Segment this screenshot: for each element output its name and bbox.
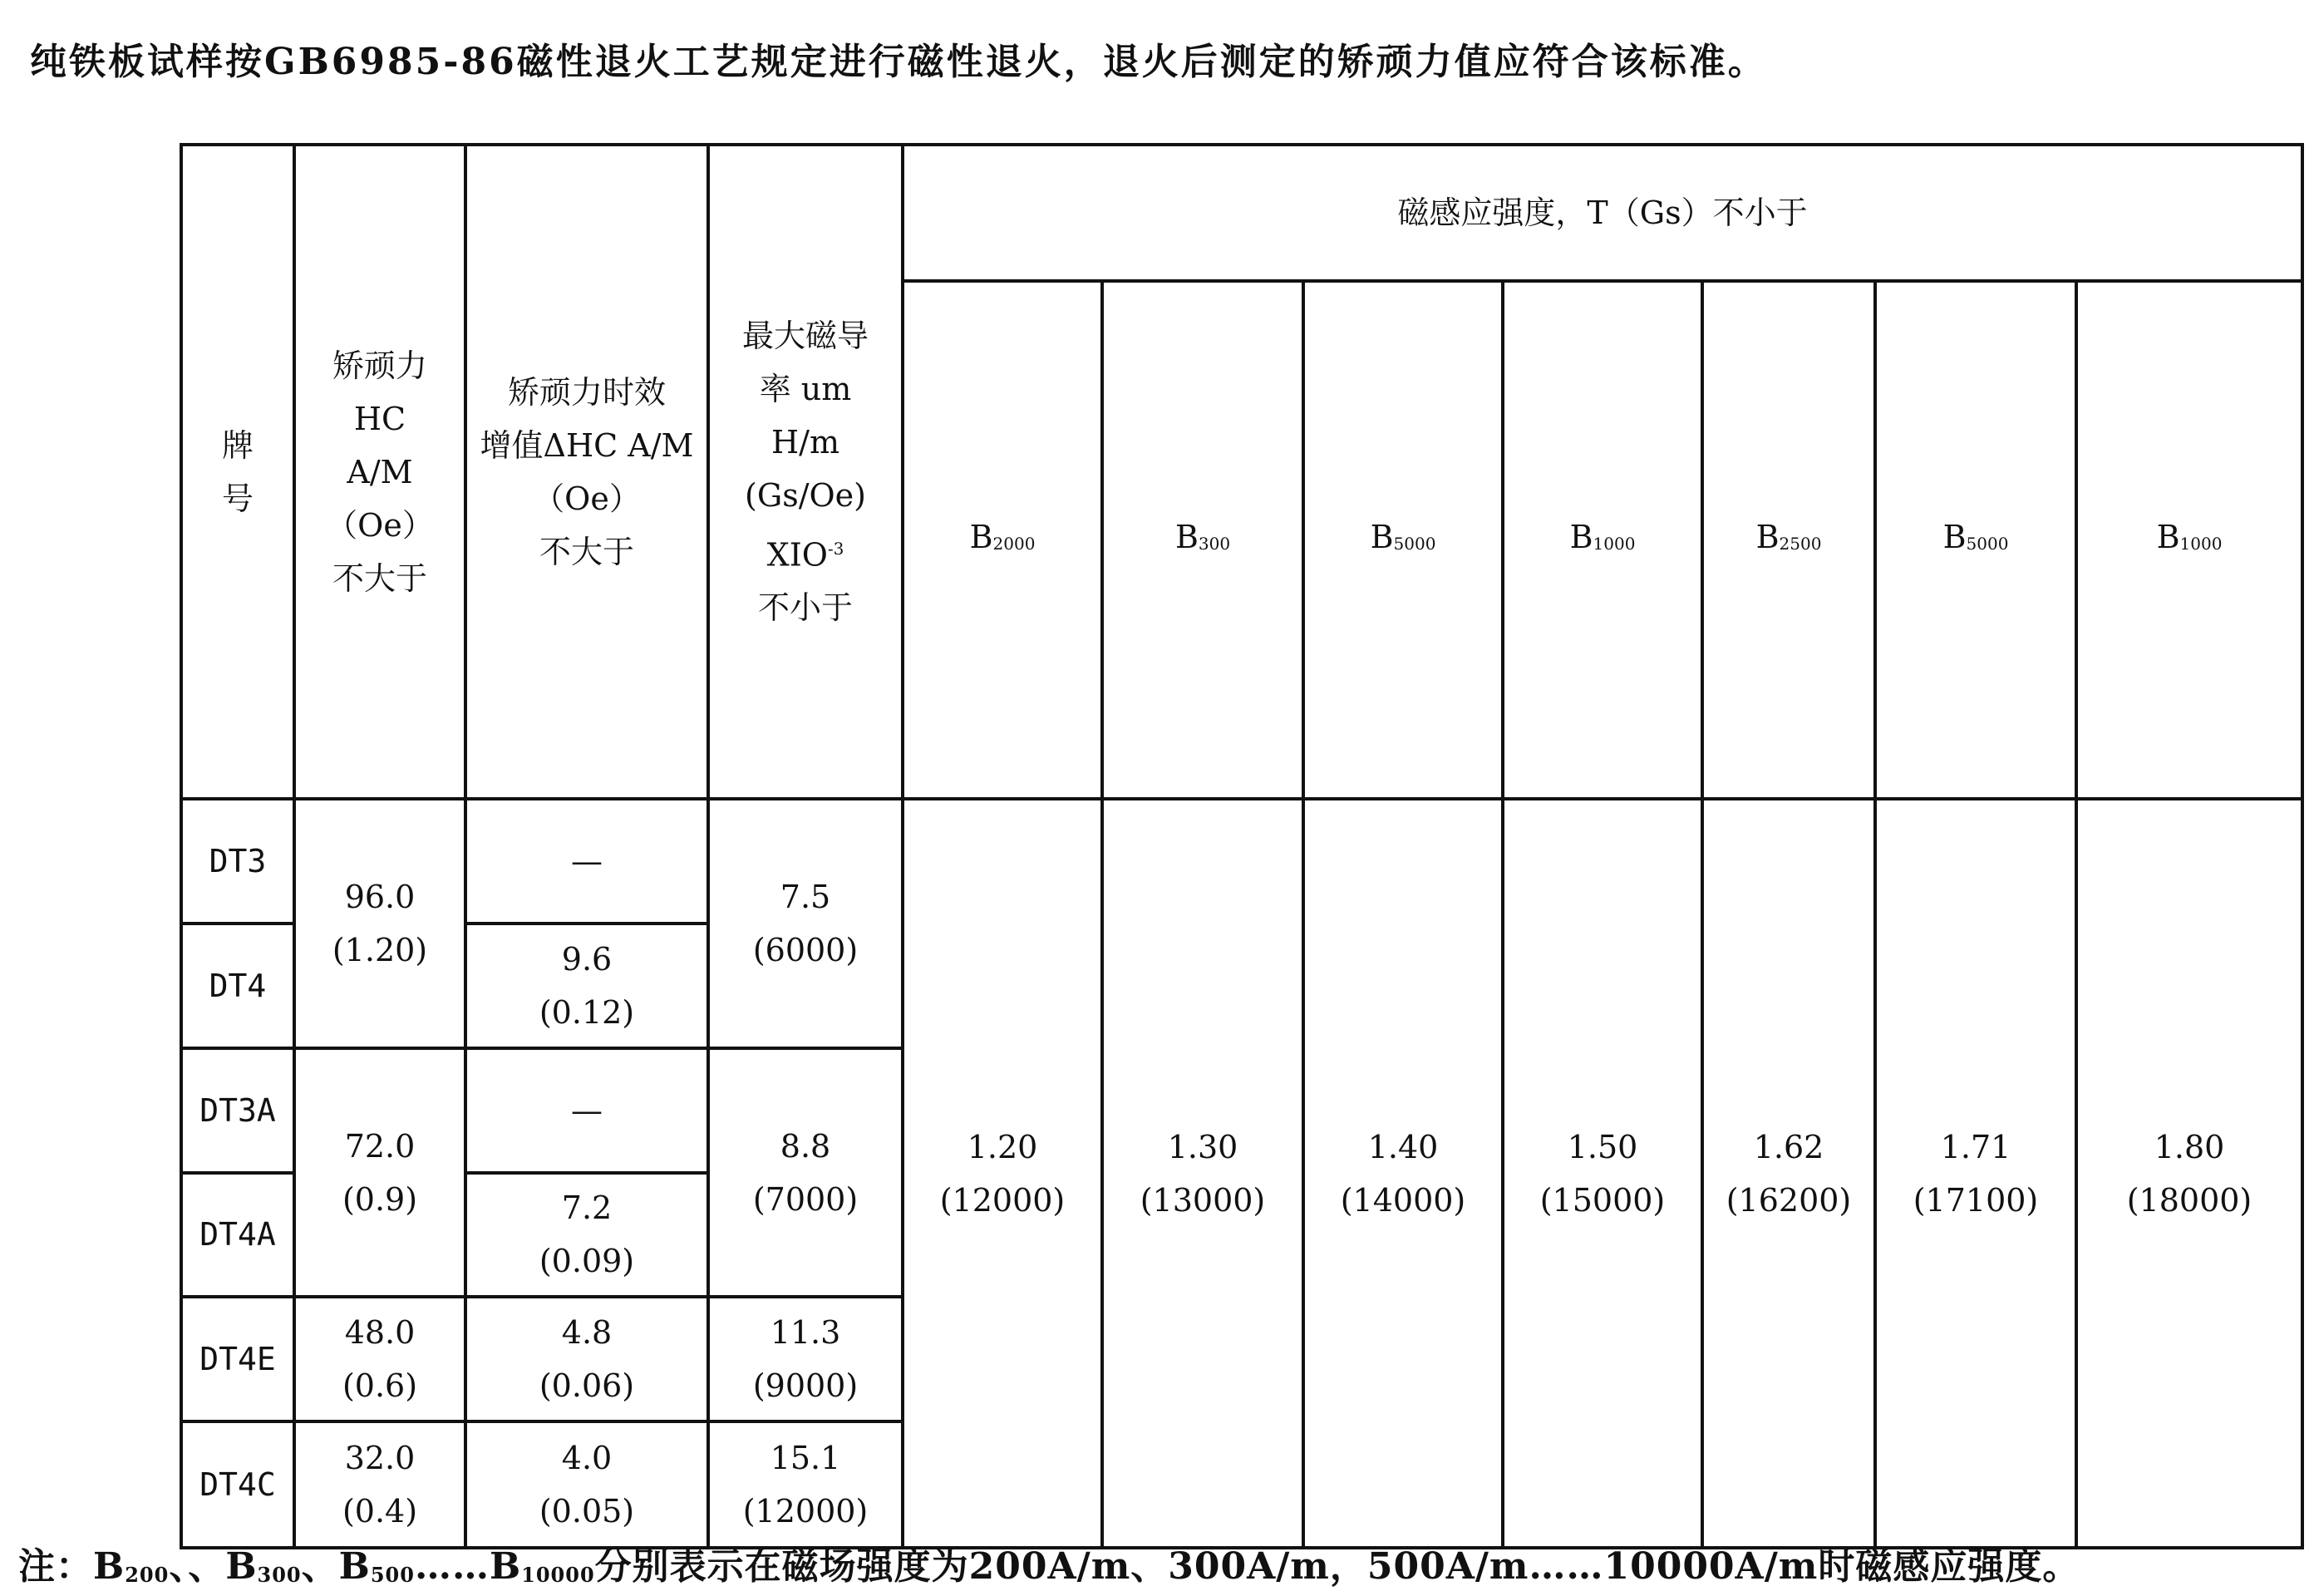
permeability-dt3-dt4: 7.5 (6000)	[708, 799, 903, 1048]
header-coercive-force: 矫顽力 HC A/M （Oe） 不大于	[294, 145, 465, 799]
induction-b300: 1.30 (13000)	[1102, 799, 1303, 1548]
header-b5000-b: $B_{5000}$	[1875, 281, 2076, 799]
permeability-dt3a-dt4a: 8.8 (7000)	[708, 1048, 903, 1298]
grade-dt4a: DT4A	[181, 1173, 294, 1298]
header-max-permeability: 最大磁导 率 um H/m (Gs/Oe) $XIO^{-3}$ 不小于	[708, 145, 903, 799]
induction-b1000-a: 1.50 (15000)	[1503, 799, 1702, 1548]
header-b1000-a: $B_{1000}$	[1503, 281, 1702, 799]
header-grade: 牌 号	[181, 145, 294, 799]
header-coercive-aging: 矫顽力时效 增值ΔHC A/M （Oe） 不大于	[465, 145, 708, 799]
document-heading: 纯铁板试样按GB6985-86磁性退火工艺规定进行磁性退火，退火后测定的矫顽力值应符合该标准。	[30, 41, 1767, 83]
aging-dt4: 9.6 (0.12)	[465, 924, 708, 1048]
grade-dt3: DT3	[181, 799, 294, 924]
induction-b5000-b: 1.71 (17100)	[1875, 799, 2076, 1548]
magnetic-properties-table	[180, 143, 2304, 1549]
header-b1000-b: $B_{1000}$	[2076, 281, 2302, 799]
grade-dt4: DT4	[181, 924, 294, 1048]
coercive-dt4e: 48.0 (0.6)	[294, 1297, 465, 1421]
induction-b2500: 1.62 (16200)	[1702, 799, 1875, 1548]
permeability-dt4e: 11.3 (9000)	[708, 1297, 903, 1421]
induction-b2000: 1.20 (12000)	[903, 799, 1102, 1548]
coercive-dt3-dt4: 96.0 (1.20)	[294, 799, 465, 1048]
footnote: 注：$B_{200}$、、$B_{300}$、$B_{500}\dots\dots B_{10000}$分别表示在磁场强度为200A/m、300A/m，500A/m……10000A/m时磁感应强度。	[18, 1545, 2080, 1588]
induction-b5000-a: 1.40 (14000)	[1303, 799, 1503, 1548]
header-b2000: $B_{2000}$	[903, 281, 1102, 799]
aging-dt4c: 4.0 (0.05)	[465, 1421, 708, 1548]
aging-dt4a: 7.2 (0.09)	[465, 1173, 708, 1298]
grade-dt4e: DT4E	[181, 1297, 294, 1421]
permeability-dt4c: 15.1 (12000)	[708, 1421, 903, 1548]
grade-dt3a: DT3A	[181, 1048, 294, 1173]
coercive-dt3a-dt4a: 72.0 (0.9)	[294, 1048, 465, 1298]
header-induction-title: 磁感应强度，T（Gs）不小于	[903, 145, 2302, 281]
aging-dt3a: —	[465, 1048, 708, 1173]
grade-dt4c: DT4C	[181, 1421, 294, 1548]
header-b2500: $B_{2500}$	[1702, 281, 1875, 799]
header-b5000-a: $B_{5000}$	[1303, 281, 1503, 799]
aging-dt4e: 4.8 (0.06)	[465, 1297, 708, 1421]
induction-b1000-b: 1.80 (18000)	[2076, 799, 2302, 1548]
header-b300: $B_{300}$	[1102, 281, 1303, 799]
coercive-dt4c: 32.0 (0.4)	[294, 1421, 465, 1548]
aging-dt3: —	[465, 799, 708, 924]
